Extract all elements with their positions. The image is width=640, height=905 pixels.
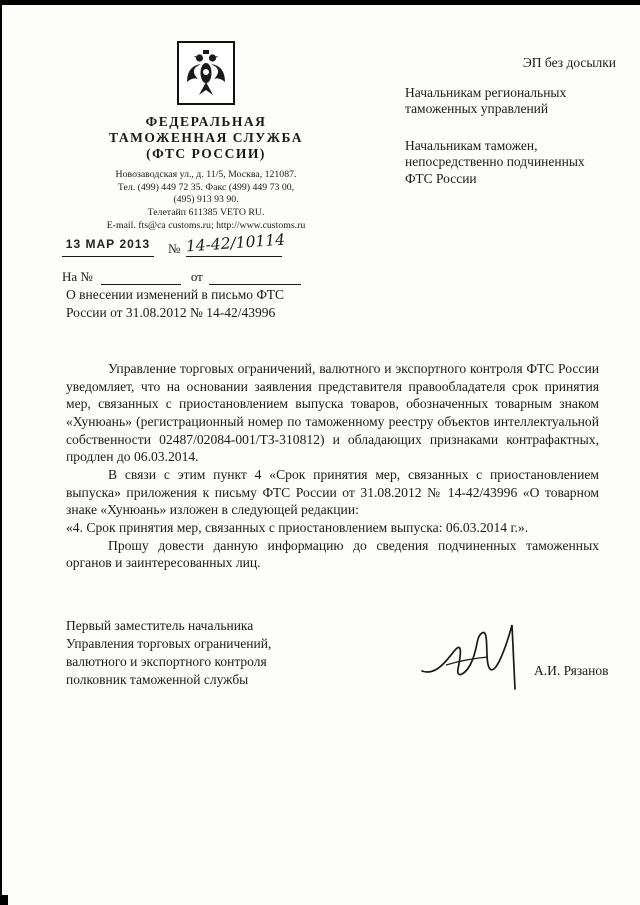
addressee-block [405, 85, 625, 207]
addressee-1 [405, 85, 625, 118]
org-name-line: ФЕДЕРАЛЬНАЯ [145, 114, 267, 129]
body-paragraph: Прошу довести данную информацию до сведения подчиненных таможенных органов и заинтересованных лиц. [66, 537, 599, 571]
signer-title-line: полковник таможенной службы [66, 671, 249, 687]
org-name-line: ТАМОЖЕННАЯ СЛУЖБА [109, 129, 303, 145]
addressee-line: таможенных управлений [405, 101, 549, 117]
letterhead [60, 41, 352, 232]
contact-line: E-mail. fts@ca customs.ru; http://www.customs.ru [106, 219, 306, 231]
date-number-row [62, 230, 362, 257]
signer-name: А.И. Рязанов [534, 663, 609, 678]
contact-line: Телетайп 611385 VETO RU. [147, 206, 265, 218]
letter-subject [66, 286, 346, 321]
reference-number-area [62, 230, 362, 285]
coat-of-arms-emblem-icon [177, 41, 235, 105]
contact-line: Новозаводская ул., д. 11/5, Москва, 121087. [115, 168, 297, 180]
na-label: На № [62, 269, 93, 284]
signature-block [66, 617, 611, 717]
contact-line: Тел. (499) 449 72 35. Факс (499) 449 73 00, [117, 181, 295, 193]
subject-line: России от 31.08.2012 № 14-42/43996 [66, 304, 276, 320]
body-paragraph: Управление торговых ограничений, валютного и экспортного контроля ФТС России уведомляет, что на основании заявления представителя правообладателя срок принятия мер, связанных с приостановлением выпуска товаров, обозначенных товарным знаком «Хунюань» (регистрационный номер по таможенному реестру объектов интеллектуальной собственности 02487/02084-001/ТЗ-310812) и обладающих признаками контрафактных, продлен до 06.03.2014. [66, 361, 599, 465]
delivery-note-stamp: ЭП без досылки [522, 55, 616, 70]
addressee-2 [405, 138, 625, 187]
signer-title [66, 617, 336, 689]
signer-title-line: валютного и экспортного контроля [66, 653, 267, 669]
addressee-line: ФТС России [405, 170, 477, 186]
scan-artifact-mark [2, 895, 8, 905]
incoming-reference-row [62, 263, 362, 285]
body-paragraph: В связи с этим пункт 4 «Срок принятия мер, связанных с приостановлением выпуска» приложения к письму ФТС России от 31.08.2012 № 14-42/43996 «О товарном знаке «Хунюань» изложен в следующей редакции: [66, 467, 599, 518]
ot-label: от [190, 269, 203, 284]
contact-line: (495) 913 93 90. [173, 194, 239, 206]
addressee-line: Начальникам таможен, [405, 137, 538, 153]
incoming-date-underline [209, 264, 301, 285]
date-stamp: 13 МАР 2013 [65, 237, 151, 251]
body-paragraph: «4. Срок принятия мер, связанных с приостановлением выпуска: 06.03.2014 г.». [66, 520, 529, 536]
handwritten-outgoing-number: 14-42/10114 [185, 230, 286, 256]
org-name-line: (ФТС РОССИИ) [146, 145, 266, 161]
contact-info [60, 169, 352, 233]
number-sign: № [168, 241, 181, 256]
addressee-line: Начальникам региональных [405, 85, 567, 100]
date-underline [62, 236, 154, 257]
number-underline [185, 230, 286, 257]
organization-name [60, 114, 352, 162]
subject-line: О внесении изменений в письмо ФТС [66, 287, 285, 302]
signer-title-line: Первый заместитель начальника [66, 618, 254, 633]
signer-title-line: Управления торговых ограничений, [66, 635, 272, 651]
letter-body [66, 360, 599, 572]
addressee-line: непосредственно подчиненных [405, 154, 585, 170]
handwritten-signature [416, 619, 526, 702]
incoming-number-underline [101, 264, 181, 285]
